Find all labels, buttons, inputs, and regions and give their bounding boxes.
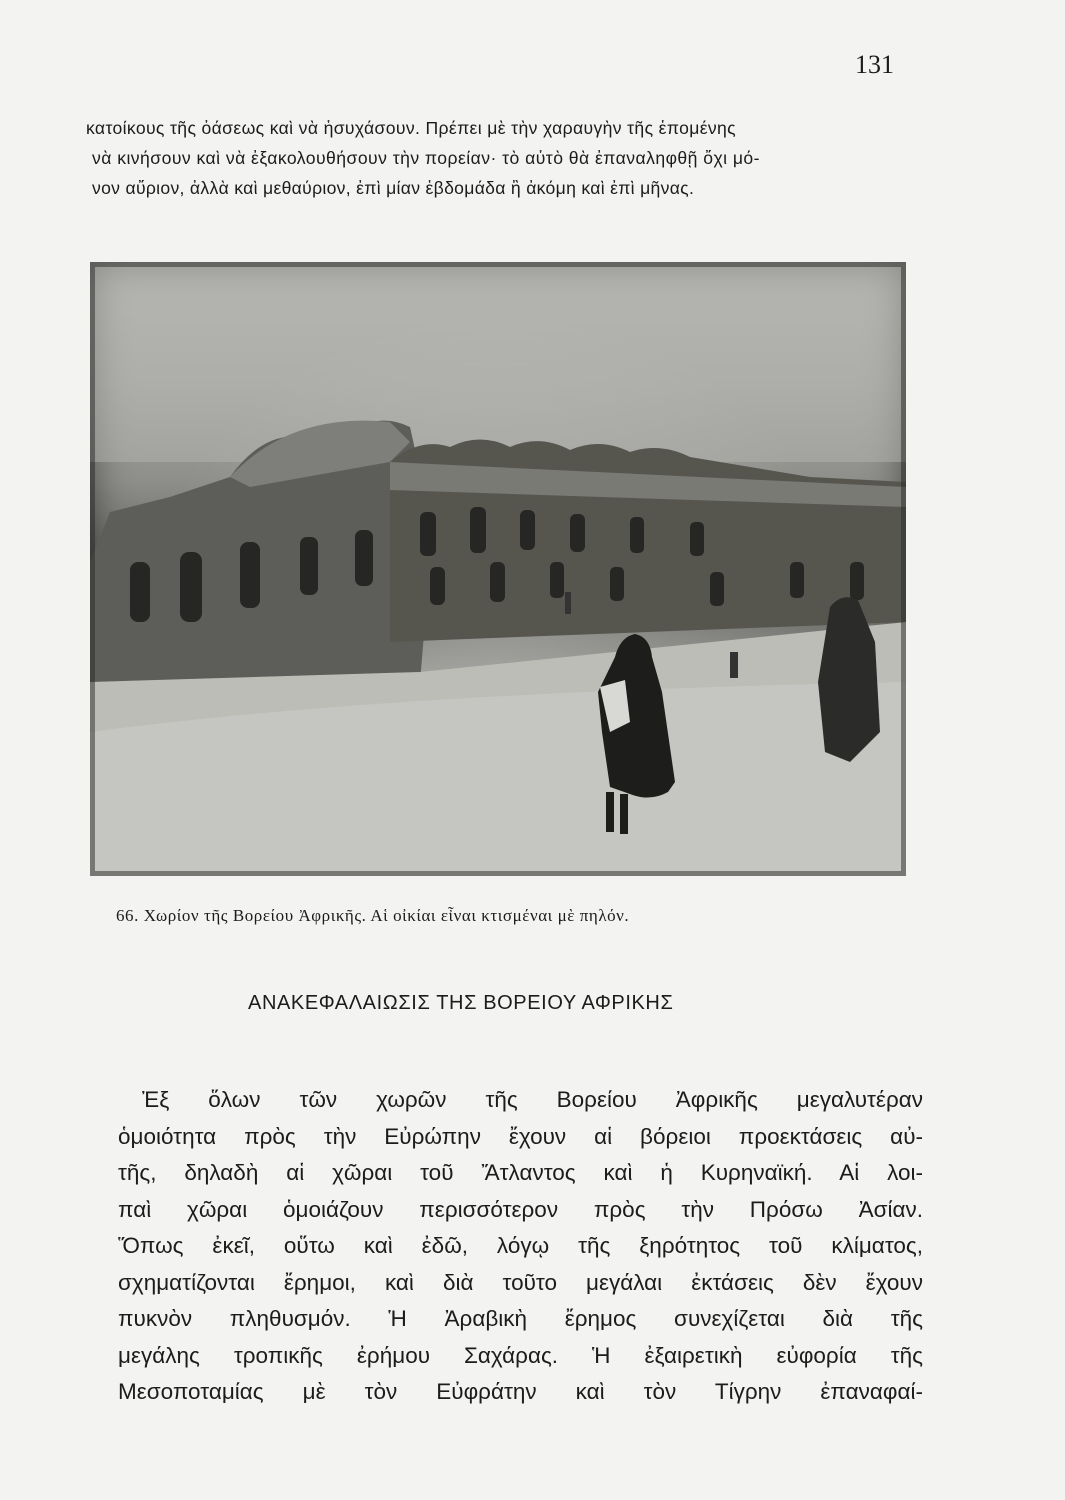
paragraph-line: σχηματίζονται ἔρημοι, καὶ διὰ τοῦτο μεγάλαι ἐκτάσεις δὲν ἔχουν (118, 1269, 923, 1295)
paragraph-line: Ἐξ ὅλων τῶν χωρῶν τῆς Βορείου Ἀφρικῆς μεγαλυτέραν (142, 1087, 923, 1112)
page-number: 131 (855, 50, 894, 79)
intro-line: κατοίκους τῆς ὀάσεως καὶ νὰ ἡσυχάσουν. Πρέπει μὲ τὴν χαραυγὴν τῆς ἑπομένης (86, 118, 736, 138)
intro-line: νὰ κινήσουν καὶ νὰ ἐξακολουθήσουν τὴν πορείαν· τὸ αὐτὸ θὰ ἐπαναληφθῇ ὄχι μό- (92, 148, 760, 168)
village-photo (90, 262, 906, 876)
paragraph-line: παὶ χῶραι ὁμοιάζουν περισσότερον πρὸς τὴν Πρόσω Ἀσίαν. (118, 1196, 923, 1222)
paragraph-line: Ὅπως ἐκεῖ, οὕτω καὶ ἐδῶ, λόγῳ τῆς ξηρότητος τοῦ κλίματος, (118, 1233, 923, 1258)
paragraph-line: ὁμοιότητα πρὸς τὴν Εὐρώπην ἔχουν αἱ βόρειοι προεκτάσεις αὐ- (118, 1123, 923, 1149)
intro-line: νον αὔριον, ἀλλὰ καὶ μεθαύριον, ἐπὶ μίαν ἑβδομάδα ἢ ἀκόμη καὶ ἐπὶ μῆνας. (92, 178, 695, 198)
intro-paragraph (82, 113, 917, 203)
village-photo-drawing (90, 262, 906, 876)
section-heading: ΑΝΑΚΕΦΑΛΑΙΩΣΙΣ ΤΗΣ ΒΟΡΕΙΟΥ ΑΦΡΙΚΗΣ (248, 992, 674, 1014)
figure-caption: 66. Χωρίον τῆς Βορείου Ἀφρικῆς. Αἱ οἰκίαι εἶναι κτισμέναι μὲ πηλόν. (116, 906, 630, 925)
section-paragraph (118, 1082, 923, 1411)
paragraph-line: τῆς, δηλαδὴ αἱ χῶραι τοῦ Ἄτλαντος καὶ ἡ Κυρηναϊκή. Αἱ λοι- (118, 1160, 923, 1185)
paragraph-line: μεγάλης τροπικῆς ἐρήμου Σαχάρας. Ἡ ἐξαιρετικὴ εὐφορία τῆς (118, 1342, 923, 1368)
paragraph-line: Μεσοποταμίας μὲ τὸν Εὐφράτην καὶ τὸν Τίγρην ἐπαναφαί- (118, 1379, 923, 1404)
paragraph-line: πυκνὸν πληθυσμόν. Ἡ Ἀραβικὴ ἔρημος συνεχίζεται διὰ τῆς (118, 1306, 923, 1331)
